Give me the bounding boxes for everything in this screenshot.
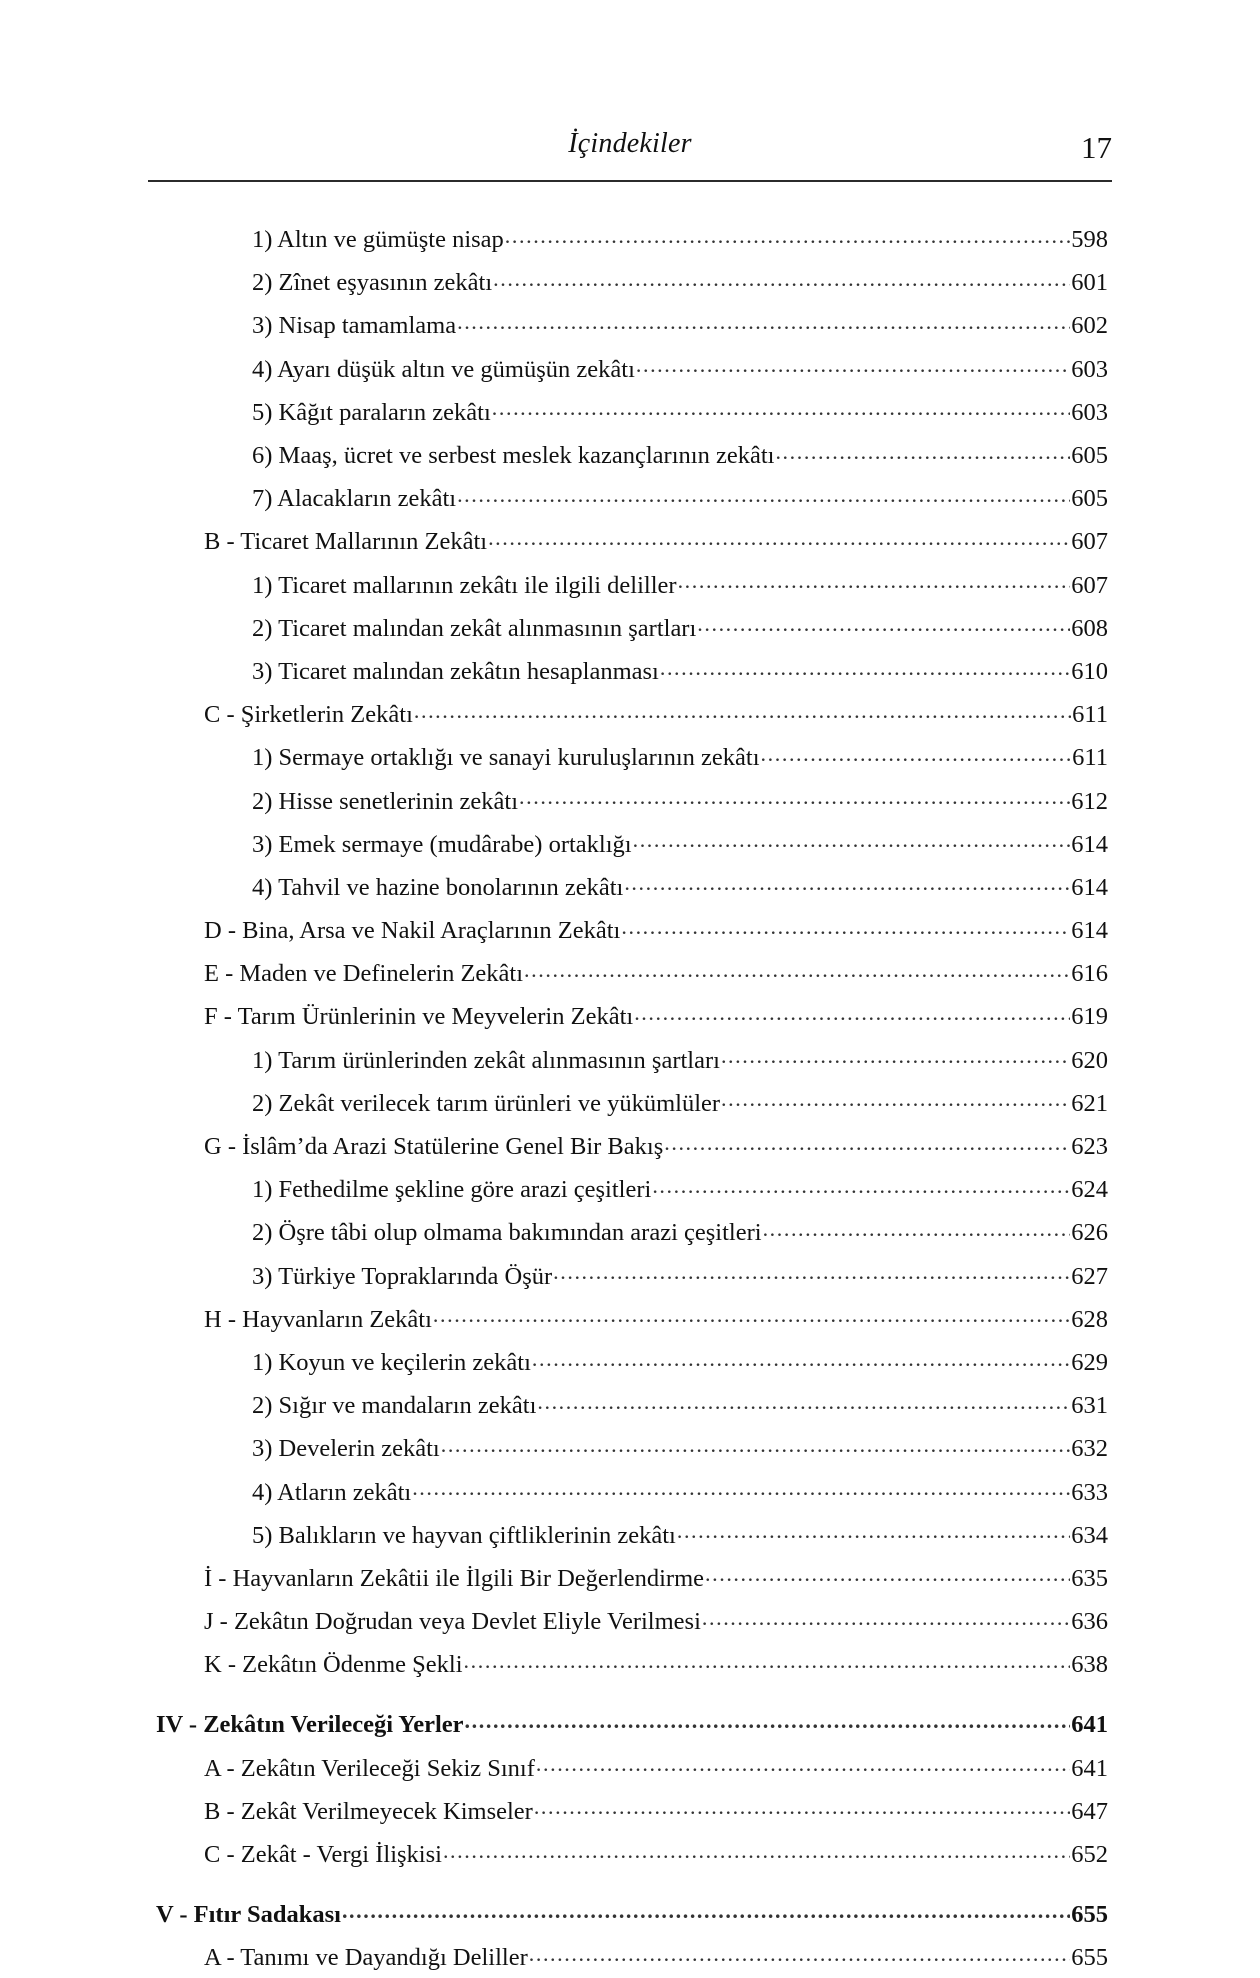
toc-leader-dots	[660, 654, 1070, 679]
toc-entry-page-number: 607	[1071, 571, 1108, 599]
toc-entry-label: C - Şirketlerin Zekâtı	[204, 701, 413, 729]
toc-leader-dots	[488, 525, 1070, 550]
toc-leader-dots	[464, 1648, 1071, 1673]
toc-entry[interactable]	[204, 691, 1108, 734]
toc-leader-dots	[721, 1043, 1070, 1068]
toc-entry-page-number: 607	[1071, 528, 1108, 556]
toc-leader-dots	[705, 1561, 1070, 1586]
toc-entry-page-number: 603	[1071, 398, 1108, 426]
toc-entry[interactable]	[252, 389, 1108, 432]
toc-entry-page-number: 603	[1071, 355, 1108, 383]
toc-entry-label: 2) Ticaret malından zekât alınmasının şartları	[252, 614, 697, 642]
toc-leader-dots	[678, 568, 1071, 593]
toc-leader-dots	[721, 1086, 1070, 1111]
toc-entry[interactable]	[204, 950, 1108, 993]
toc-entry[interactable]	[204, 1641, 1108, 1684]
toc-entry-label: 3) Türkiye Topraklarında Öşür	[252, 1262, 553, 1290]
toc-entry[interactable]	[204, 1555, 1108, 1598]
table-of-contents	[148, 216, 1108, 1978]
page-title: İçindekiler	[568, 128, 692, 159]
toc-leader-dots	[536, 1751, 1070, 1776]
toc-entry[interactable]	[252, 562, 1108, 605]
toc-entry[interactable]	[252, 648, 1108, 691]
toc-entry-label: 7) Alacakların zekâtı	[252, 485, 457, 513]
toc-entry-page-number: 629	[1071, 1348, 1108, 1376]
toc-entry-page-number: 605	[1071, 485, 1108, 513]
toc-entry-page-number: 610	[1071, 657, 1108, 685]
toc-entry-label: 2) Sığır ve mandaların zekâtı	[252, 1392, 537, 1420]
toc-entry-page-number: 614	[1071, 873, 1108, 901]
toc-entry-page-number: 633	[1071, 1478, 1108, 1506]
toc-entry-label: V - Fıtır Sadakası	[156, 1901, 341, 1929]
toc-entry-label: D - Bina, Arsa ve Nakil Araçlarının Zekâtı	[204, 917, 621, 945]
toc-entry-label: G - İslâm’da Arazi Statülerine Genel Bir Bakış	[204, 1133, 664, 1161]
toc-entry[interactable]	[252, 821, 1108, 864]
toc-entry-page-number: 634	[1071, 1521, 1108, 1549]
running-head	[148, 128, 1112, 174]
toc-leader-dots	[537, 1389, 1070, 1414]
toc-entry-page-number: 631	[1071, 1392, 1108, 1420]
toc-entry-page-number: 614	[1071, 917, 1108, 945]
toc-entry-label: H - Hayvanların Zekâtı	[204, 1305, 432, 1333]
toc-entry-label: 5) Balıkların ve hayvan çiftliklerinin zekâtı	[252, 1521, 676, 1549]
toc-entry-page-number: 621	[1071, 1089, 1108, 1117]
toc-entry[interactable]	[252, 1339, 1108, 1382]
toc-leader-dots	[457, 482, 1070, 507]
toc-entry-label: 3) Emek sermaye (mudârabe) ortaklığı	[252, 830, 632, 858]
toc-leader-dots	[652, 1173, 1070, 1198]
toc-entry-label: İ - Hayvanların Zekâtii ile İlgili Bir Değerlendirme	[204, 1564, 705, 1592]
toc-entry-label: 1) Sermaye ortaklığı ve sanayi kuruluşlarının zekâtı	[252, 744, 760, 772]
toc-entry[interactable]	[204, 1788, 1108, 1831]
toc-entry[interactable]	[252, 777, 1108, 820]
toc-entry-label: B - Zekât Verilmeyecek Kimseler	[204, 1797, 533, 1825]
toc-entry-label: E - Maden ve Definelerin Zekâtı	[204, 960, 524, 988]
toc-entry[interactable]	[204, 993, 1108, 1036]
toc-leader-dots	[553, 1259, 1070, 1284]
toc-leader-dots	[634, 1000, 1070, 1025]
toc-leader-dots	[414, 698, 1071, 723]
toc-entry-page-number: 601	[1071, 269, 1108, 297]
toc-entry-page-number: 611	[1072, 744, 1108, 772]
toc-leader-dots	[636, 352, 1070, 377]
toc-entry-label: 1) Altın ve gümüşte nisap	[252, 226, 504, 254]
toc-entry-label: IV - Zekâtın Verileceği Yerler	[156, 1711, 464, 1739]
toc-entry-page-number: 619	[1071, 1003, 1108, 1031]
toc-entry-label: 5) Kâğıt paraların zekâtı	[252, 398, 491, 426]
toc-entry-page-number: 626	[1071, 1219, 1108, 1247]
toc-entry[interactable]	[252, 1166, 1108, 1209]
toc-entry[interactable]	[252, 216, 1108, 259]
toc-entry-page-number: 616	[1071, 960, 1108, 988]
toc-page	[0, 128, 1260, 1972]
toc-entry-label: A - Zekâtın Verileceği Sekiz Sınıf	[204, 1754, 535, 1782]
toc-entry[interactable]	[252, 1512, 1108, 1555]
toc-leader-dots	[677, 1518, 1070, 1543]
header-divider	[148, 180, 1112, 182]
toc-entry-label: 2) Zînet eşyasının zekâtı	[252, 269, 493, 297]
toc-entry-label: 3) Ticaret malından zekâtın hesaplanması	[252, 657, 659, 685]
toc-entry[interactable]	[204, 518, 1108, 561]
toc-entry-label: 6) Maaş, ücret ve serbest meslek kazançlarının zekâtı	[252, 442, 775, 470]
toc-entry[interactable]	[156, 1701, 1108, 1744]
toc-leader-dots	[624, 870, 1070, 895]
toc-leader-dots	[775, 439, 1070, 464]
toc-entry[interactable]	[252, 302, 1108, 345]
toc-leader-dots	[633, 827, 1071, 852]
toc-entry-label: 1) Ticaret mallarının zekâtı ile ilgili deliller	[252, 571, 677, 599]
toc-entry[interactable]	[204, 1745, 1108, 1788]
toc-entry[interactable]	[156, 1891, 1108, 1934]
toc-leader-dots	[441, 1432, 1071, 1457]
toc-leader-dots	[492, 395, 1070, 420]
toc-entry[interactable]	[252, 475, 1108, 518]
toc-entry-page-number: 624	[1071, 1176, 1108, 1204]
toc-entry[interactable]	[252, 1253, 1108, 1296]
toc-entry-label: 2) Hisse senetlerinin zekâtı	[252, 787, 519, 815]
toc-entry-page-number: 655	[1071, 1901, 1108, 1929]
toc-entry[interactable]	[252, 432, 1108, 475]
toc-entry[interactable]	[252, 864, 1108, 907]
toc-entry[interactable]	[252, 1468, 1108, 1511]
toc-entry[interactable]	[252, 1425, 1108, 1468]
toc-entry-label: B - Ticaret Mallarının Zekâtı	[204, 528, 488, 556]
toc-entry-page-number: 632	[1071, 1435, 1108, 1463]
toc-entry-page-number: 608	[1071, 614, 1108, 642]
toc-entry-page-number: 598	[1071, 226, 1108, 254]
toc-entry-page-number: 605	[1071, 442, 1108, 470]
toc-entry-label: A - Tanımı ve Dayandığı Deliller	[204, 1944, 528, 1972]
toc-entry[interactable]	[204, 907, 1108, 950]
toc-leader-dots	[761, 741, 1072, 766]
toc-entry[interactable]	[252, 1382, 1108, 1425]
toc-entry-page-number: 611	[1072, 701, 1108, 729]
toc-leader-dots	[532, 1345, 1070, 1370]
toc-entry-label: 2) Zekât verilecek tarım ürünleri ve yükümlüler	[252, 1089, 721, 1117]
toc-entry-label: C - Zekât - Vergi İlişkisi	[204, 1841, 442, 1869]
toc-leader-dots	[534, 1794, 1070, 1819]
toc-leader-dots	[505, 223, 1070, 248]
toc-entry-label: 1) Koyun ve keçilerin zekâtı	[252, 1348, 531, 1376]
toc-entry-page-number: 655	[1071, 1944, 1108, 1972]
toc-entry-page-number: 614	[1071, 830, 1108, 858]
toc-entry-label: 4) Tahvil ve hazine bonolarının zekâtı	[252, 873, 624, 901]
toc-entry-label: 3) Nisap tamamlama	[252, 312, 457, 340]
toc-entry-page-number: 635	[1071, 1564, 1108, 1592]
toc-entry[interactable]	[252, 1037, 1108, 1080]
toc-entry-page-number: 638	[1071, 1651, 1108, 1679]
toc-entry-label: 1) Tarım ürünlerinden zekât alınmasının şartları	[252, 1046, 720, 1074]
toc-entry[interactable]	[204, 1123, 1108, 1166]
toc-leader-dots	[697, 611, 1070, 636]
toc-entry-label: 2) Öşre tâbi olup olmama bakımından arazi çeşitleri	[252, 1219, 762, 1247]
toc-entry-page-number: 641	[1071, 1754, 1108, 1782]
toc-entry-page-number: 628	[1071, 1305, 1108, 1333]
toc-entry-label: J - Zekâtın Doğrudan veya Devlet Eliyle Verilmesi	[204, 1608, 701, 1636]
toc-entry[interactable]	[252, 346, 1108, 389]
toc-entry[interactable]	[204, 1598, 1108, 1641]
toc-leader-dots	[519, 784, 1070, 809]
toc-leader-dots	[621, 914, 1070, 939]
toc-entry[interactable]	[252, 1209, 1108, 1252]
toc-leader-dots	[664, 1130, 1070, 1155]
toc-entry-label: K - Zekâtın Ödenme Şekli	[204, 1651, 463, 1679]
toc-leader-dots	[493, 266, 1070, 291]
toc-entry-page-number: 627	[1071, 1262, 1108, 1290]
toc-leader-dots	[457, 309, 1070, 334]
folio-page-number: 17	[1081, 130, 1112, 165]
toc-entry-page-number: 636	[1071, 1608, 1108, 1636]
toc-entry-page-number: 620	[1071, 1046, 1108, 1074]
toc-entry[interactable]	[252, 1080, 1108, 1123]
toc-entry[interactable]	[252, 259, 1108, 302]
toc-entry[interactable]	[252, 734, 1108, 777]
toc-leader-dots	[433, 1302, 1070, 1327]
toc-entry-label: F - Tarım Ürünlerinin ve Meyvelerin Zekâtı	[204, 1003, 634, 1031]
toc-leader-dots	[342, 1898, 1070, 1923]
toc-entry[interactable]	[252, 605, 1108, 648]
toc-leader-dots	[702, 1605, 1070, 1630]
toc-entry-page-number: 647	[1071, 1797, 1108, 1825]
toc-entry[interactable]	[204, 1934, 1108, 1977]
toc-entry-page-number: 641	[1071, 1711, 1108, 1739]
toc-entry-label: 1) Fethedilme şekline göre arazi çeşitleri	[252, 1176, 652, 1204]
toc-entry-page-number: 612	[1071, 787, 1108, 815]
toc-entry-page-number: 652	[1071, 1841, 1108, 1869]
toc-entry-page-number: 602	[1071, 312, 1108, 340]
toc-leader-dots	[412, 1475, 1070, 1500]
toc-leader-dots	[529, 1941, 1071, 1966]
toc-leader-dots	[524, 957, 1070, 982]
toc-entry[interactable]	[204, 1296, 1108, 1339]
toc-entry-label: 3) Develerin zekâtı	[252, 1435, 440, 1463]
toc-leader-dots	[443, 1838, 1070, 1863]
toc-entry-label: 4) Ayarı düşük altın ve gümüşün zekâtı	[252, 355, 635, 383]
toc-entry-page-number: 623	[1071, 1133, 1108, 1161]
toc-leader-dots	[763, 1216, 1071, 1241]
toc-entry[interactable]	[204, 1831, 1108, 1874]
toc-entry-label: 4) Atların zekâtı	[252, 1478, 412, 1506]
toc-leader-dots	[465, 1708, 1071, 1733]
